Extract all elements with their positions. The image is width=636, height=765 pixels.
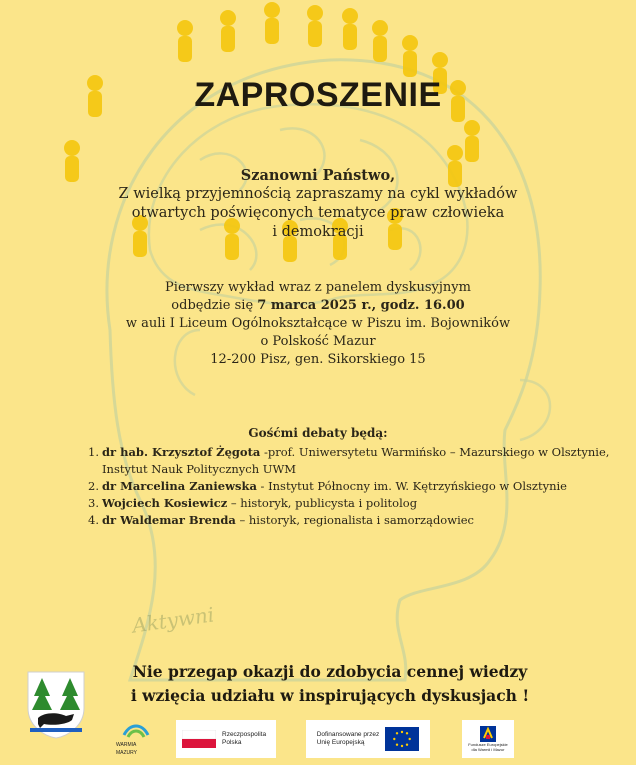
guest-name: dr hab. Krzysztof Żęgota [102, 445, 261, 459]
call-to-action [100, 660, 560, 708]
warmia-mazury-text: WARMIA MAZURY [116, 742, 138, 756]
rzeczpospolita-polska-logo [176, 720, 276, 758]
guest-name: dr Marcelina Zaniewska [102, 479, 257, 493]
guest-item [88, 512, 618, 529]
greeting: Szanowni Państwo, [240, 167, 396, 184]
partner-logos [0, 718, 636, 763]
intro-line-1: Z wielką przyjemnością zapraszamy na cykl wykładów [118, 186, 518, 202]
guest-name: dr Waldemar Brenda [102, 513, 236, 527]
eu-flag-icon [385, 727, 419, 751]
details-line-1: Pierwszy wykład wraz z panelem dyskusyjnym [165, 280, 471, 295]
guest-text [102, 495, 618, 512]
eu-funding-logo [306, 720, 430, 758]
event-details [60, 279, 576, 369]
guest-desc: - Instytut Północny im. W. Kętrzyńskiego w Olsztynie [256, 479, 567, 493]
fe-line-2: dla Warmii i Mazur [471, 747, 505, 752]
guest-desc: -prof. Uniwersytetu Warmińsko – Mazurskiego w Olsztynie, [260, 445, 610, 459]
details-line-2 [60, 297, 576, 315]
guest-desc: – historyk, publicysta i politolog [227, 496, 418, 510]
rp-line-1: Rzeczpospolita [222, 731, 267, 738]
guests-list [88, 444, 618, 529]
guest-desc-2: Instytut Nauk Politycznych UWM [102, 462, 297, 476]
guest-text [102, 444, 618, 478]
eu-line-2: Unię Europejską [316, 739, 365, 746]
intro-line-3: i demokracji [272, 224, 364, 240]
guest-name: Wojciech Kosiewicz [102, 496, 228, 510]
intro-line-2: otwartych poświęconych tematyce praw człowieka [131, 205, 505, 221]
fundusze-text [468, 742, 508, 752]
fe-line-1: Fundusze Europejskie [468, 742, 508, 747]
guest-item [88, 444, 618, 478]
rp-line-2: Polska [222, 739, 242, 746]
details-line-2-text: odbędzie się [171, 298, 258, 313]
eu-funding-text [317, 731, 380, 747]
signature-watermark: Aktywni [130, 602, 216, 638]
guest-text [102, 478, 618, 495]
guests-heading: Gośćmi debaty będą: [248, 426, 388, 440]
event-date: 7 marca 2025 r., godz. 16.00 [257, 298, 465, 313]
guest-number: 4. [88, 513, 99, 527]
details-address: 12-200 Pisz, gen. Sikorskiego 15 [210, 352, 426, 367]
fundusze-europejskie-logo [462, 720, 514, 758]
rzeczpospolita-text [222, 731, 266, 747]
details-line-3: w auli I Liceum Ogólnokształcące w Piszu im. Bojowników [125, 316, 511, 331]
warmia-mazury-logo [116, 720, 156, 758]
details-line-4: o Polskość Mazur [260, 334, 376, 349]
guest-number: 2. [88, 479, 99, 493]
guest-item [88, 495, 618, 512]
fundusze-europejskie-icon [480, 726, 496, 742]
eu-line-1: Dofinansowane przez [316, 731, 380, 738]
intro-text [60, 166, 576, 242]
guest-number: 1. [88, 445, 99, 459]
cta-line-2: i wzięcia udziału w inspirujących dyskusjach ! [130, 686, 530, 705]
guest-desc: – historyk, regionalista i samorządowiec [235, 513, 474, 527]
guest-item [88, 478, 618, 495]
guest-number: 3. [88, 496, 99, 510]
page-title: ZAPROSZENIE [194, 76, 442, 114]
warmia-mazury-icon [122, 721, 150, 741]
guest-text [102, 512, 618, 529]
polish-flag-icon [182, 730, 216, 748]
cta-line-1: Nie przegap okazji do zdobycia cennej wiedzy [132, 662, 528, 681]
